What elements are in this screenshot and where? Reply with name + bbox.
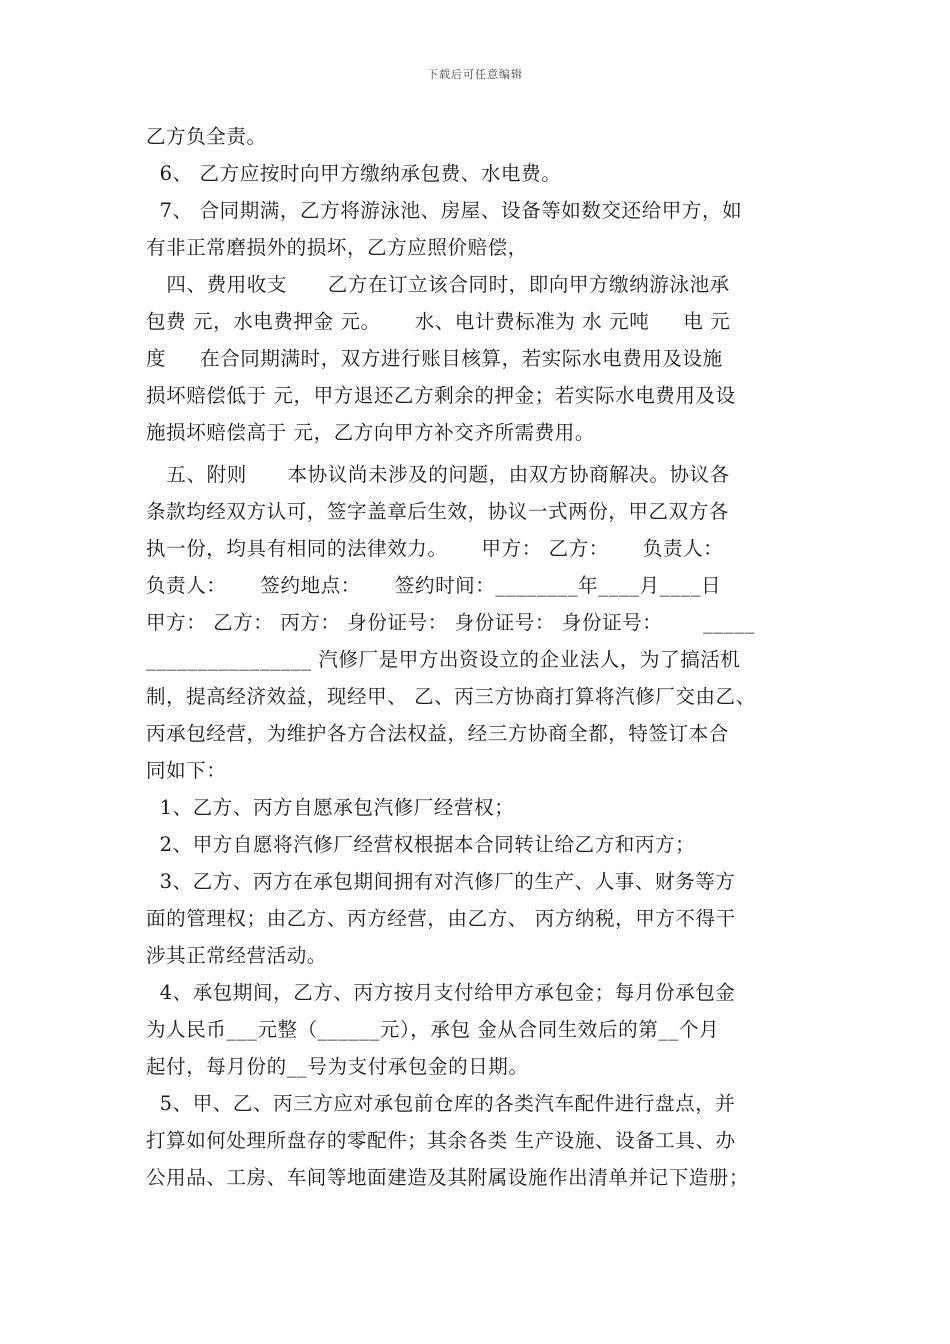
- document-body: [146, 118, 810, 1196]
- text-line: 制，提高经济效益，现经甲、 乙、丙三方协商打算将汽修厂交由乙、: [146, 685, 756, 708]
- text-line: 四、费用收支 乙方在订立该合同时，即向甲方缴纳游泳池承: [146, 273, 730, 296]
- text-line: 乙方负全责。: [146, 125, 267, 148]
- text-line: 打算如何处理所盘存的零配件；其余各类 生产设施、设备工具、办: [146, 1129, 736, 1152]
- text-line: 包费 元，水电费押金 元。 水、电计费标准为 水 元吨 电 元: [146, 310, 731, 333]
- text-line: 起付，每月份的__号为支付承包金的日期。: [146, 1055, 529, 1078]
- text-line: 3、乙方、丙方在承包期间拥有对汽修厂的生产、人事、财务等方: [146, 870, 736, 893]
- text-line: 为人民币___元整（______元），承包 金从合同生效后的第__个月: [146, 1018, 720, 1041]
- text-line: 损坏赔偿低于 元，甲方退还乙方剩余的押金；若实际水电费用及设: [146, 384, 736, 407]
- text-line: 同如下：: [146, 759, 227, 782]
- text-line: 7、 合同期满，乙方将游泳池、房屋、设备等如数交还给甲方，如: [146, 199, 743, 222]
- text-line: 有非正常磨损外的损坏，乙方应照价赔偿，: [146, 236, 528, 259]
- text-line: 2、甲方自愿将汽修厂经营权根据本合同转让给乙方和丙方；: [146, 833, 696, 856]
- text-line: 甲方： 乙方： 丙方： 身份证号： 身份证号： 身份证号： _____: [146, 611, 755, 634]
- text-line: 施损坏赔偿高于 元，乙方向甲方补交齐所需费用。: [146, 421, 595, 444]
- page-header: 下载后可任意编辑: [427, 68, 523, 81]
- text-line: 1、乙方、丙方自愿承包汽修厂经营权；: [146, 796, 515, 819]
- text-line: 丙承包经营，为维护各方合法权益，经三方协商全都，特签订本合: [146, 722, 729, 745]
- text-line: ________________ 汽修厂是甲方出资设立的企业法人，为了搞活机: [146, 648, 741, 671]
- text-line: 涉其正常经营活动。: [146, 944, 327, 967]
- text-line: 6、 乙方应按时向甲方缴纳承包费、水电费。: [146, 162, 562, 185]
- text-line: 条款均经双方认可，签字盖章后生效，协议一式两份，甲乙双方各: [146, 500, 729, 523]
- text-line: 4、承包期间，乙方、丙方按月支付给甲方承包金；每月份承包金: [146, 981, 736, 1004]
- text-line: 负责人： 签约地点： 签约时间：________年____月____日: [146, 574, 722, 597]
- text-line: 执一份，均具有相同的法律效力。 甲方： 乙方： 负责人：: [146, 537, 724, 560]
- text-line: 面的管理权；由乙方、丙方经营，由乙方、 丙方纳税，甲方不得干: [146, 907, 736, 930]
- text-line: 五、附则 本协议尚未涉及的问题，由双方协商解决。协议各: [146, 463, 730, 486]
- text-line: 度 在合同期满时，双方进行账目核算，若实际水电费用及设施: [146, 347, 723, 370]
- text-line: 公用品、工房、车间等地面建造及其附属设施作出清单并记下造册；: [146, 1166, 750, 1189]
- text-line: 5、甲、乙、丙三方应对承包前仓库的各类汽车配件进行盘点，并: [146, 1092, 736, 1115]
